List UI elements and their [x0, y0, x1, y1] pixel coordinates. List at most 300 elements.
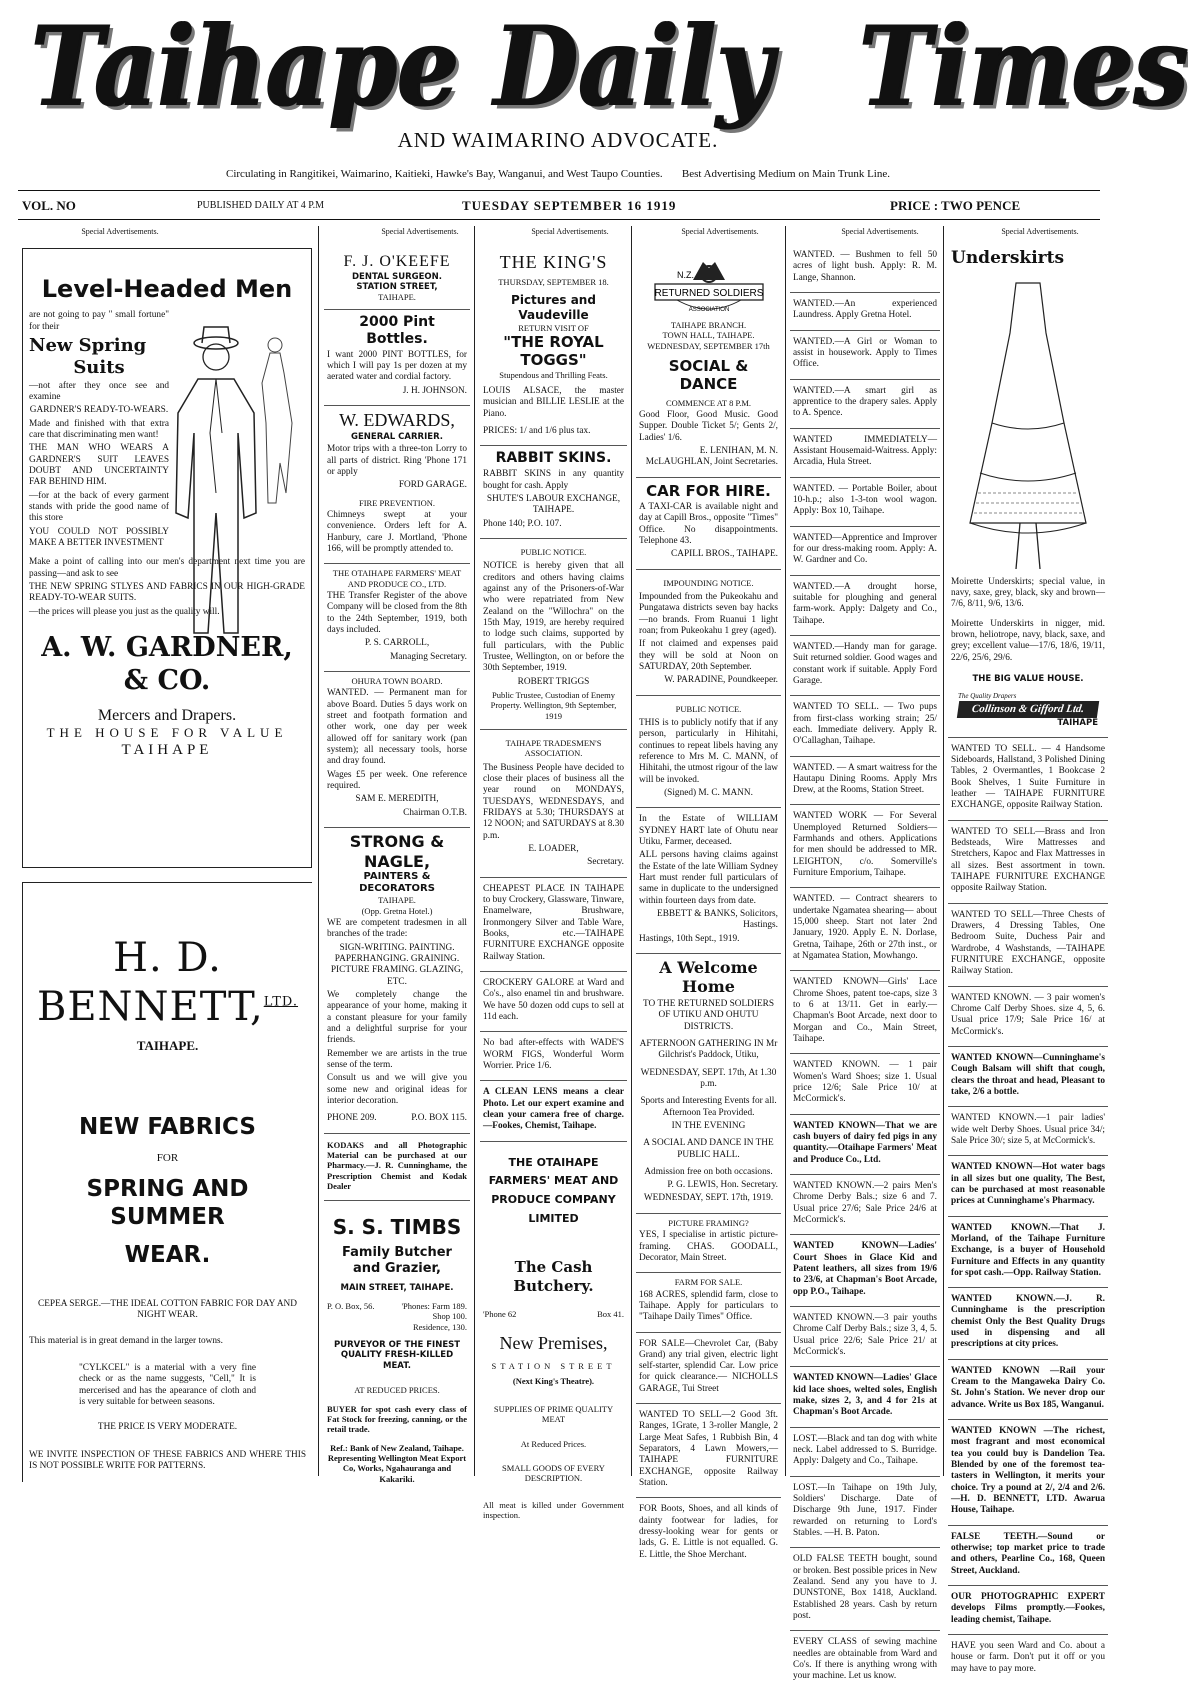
man-in-suit-illustration: [158, 313, 303, 633]
classified-text: WANTED KNOWN. — 3 pair women's Chrome Calf Derby Shoes. size 4, 5, 6. Usual price 17/9; Sale Price 16/ at McCormick's.: [951, 992, 1105, 1037]
advert-signature: Secretary.: [587, 857, 624, 868]
advert-signature: Managing Secretary.: [390, 651, 467, 662]
advert-date: Hastings, 10th Sept., 1919.: [639, 933, 740, 944]
gardner-line: Made and finished with that extra care that discriminating men want!: [29, 418, 169, 441]
gardner-advert: [22, 248, 312, 868]
logo-text: TAIHAPE: [1057, 718, 1098, 729]
column-5: [790, 244, 940, 1682]
advert-farm-for-sale: [636, 1273, 781, 1332]
phone-numbers: 'Phones: Farm 189. Shop 100. Residence, 130.: [401, 1300, 467, 1332]
column-2: [324, 248, 470, 1484]
gardner-line: GARDNER'S READY-TO-WEARS.: [29, 405, 169, 416]
advert-line: GENERAL CARRIER.: [350, 432, 443, 443]
advert-text: Motor trips with a three-ton Lorry to all parts of district. Ring 'Phone 171 or apply: [327, 444, 467, 478]
classified-item: [948, 738, 1108, 821]
classified-item: [790, 805, 940, 888]
advert-heading: IMPOUNDING NOTICE.: [663, 577, 754, 588]
classified-item: [948, 821, 1108, 904]
classified-item: [790, 527, 940, 576]
classified-text: WANTED KNOWN.—That J. Morland, of the Taihape Furniture Exchange, is a buyer of Household Furniture and Effects in any quantity for spot cash.—Opp. Railway Station.: [951, 1222, 1105, 1278]
advert-heading: FARM FOR SALE.: [674, 1277, 743, 1288]
advert-text: Impounded from the Pukeokahu and Pungatawa districts seven bay hacks—no brands. From Ruanui 1 light roan; from Pukeokahu 1 grey (aged).: [639, 591, 778, 636]
advert-line: (Next King's Theatre).: [512, 1375, 595, 1386]
bennett-text: "CYLKCEL" is a material with a very fine check or as the name suggests, "Cell," It is mercerised and has the apearance of cloth and is very suitable for between seasons.: [79, 1363, 256, 1408]
advert-line: PURVEYOR OF THE FINEST QUALITY FRESH-KILLED MEAT.: [333, 1340, 461, 1371]
published-note: PUBLISHED DAILY AT 4 P.M: [197, 200, 325, 211]
advert-line: COMMENCE AT 8 P.M.: [665, 397, 752, 408]
classified-text: WANTED KNOWN—That we are cash buyers of dairy fed pigs in any quantity.—Otaihape Farmers' Meat and Produce Co., Ltd.: [793, 1120, 937, 1165]
advert-text: CHEAPEST PLACE IN TAIHAPE to buy Crockery, Glassware, Tinware, Enamelware, Brushware, Ironmongery Silver and Table Ware, Books, etc.—TAIHAPE FURNITURE EXCHANGE opposite Railway Station.: [483, 883, 624, 962]
classified-text: WANTED.—Handy man for garage. Suit returned soldier. Good wages and constant work if suitable. Apply Ford Garage.: [793, 641, 937, 686]
po-box: P.O. BOX 115.: [411, 1113, 467, 1124]
advert-strong-nagle: [324, 828, 470, 1134]
classified-item: [790, 1548, 940, 1631]
classified-item: [948, 1156, 1108, 1216]
classified-item: [790, 971, 940, 1054]
bennett-name-text: H. D. BENNETT,: [36, 935, 264, 1030]
advert-text: NOTICE is hereby given that all creditors and others having claims against any of the Prisoners-of-War who were repatriated from New Zealand on the "Willochra" on the 15th May, 1919, are hereby required to lodge such claims, supported by full particulars, with the Public Trustee, Wellington, on or before the 30th September, 1919.: [483, 561, 624, 674]
rsa-badge-text: RETURNED SOLDIERS: [654, 288, 763, 299]
advert-contact: Phone 140; P.O. 107.: [483, 518, 562, 529]
advert-line: PAINTERS & DECORATORS: [359, 871, 435, 895]
advert-clean-lens: [480, 1081, 627, 1141]
underskirt-illustration: [968, 273, 1088, 573]
advert-line: STATION STREET,: [356, 281, 438, 292]
advert-line: DENTAL SURGEON.: [352, 271, 442, 282]
advert-chevrolet: [636, 1333, 781, 1405]
classified-item: [790, 1307, 940, 1367]
advert-heading: RABBIT SKINS.: [495, 450, 612, 467]
advertising-text: Best Advertising Medium on Main Trunk Line.: [681, 168, 890, 180]
classified-text: WANTED. — Bushmen to fell 50 acres of light bush. Apply: R. M. Lange, Shannon.: [793, 250, 937, 283]
column-3: [480, 248, 627, 1521]
classified-item: [948, 1635, 1108, 1683]
masthead-word-2: Daily: [493, 1, 773, 132]
logo-text: Collinson & Gifford Ltd.: [957, 701, 1099, 718]
rsa-badge-icon: [649, 256, 769, 316]
classified-text: WANTED KNOWN—Hot water bags in all sizes but one quality, The Best, can be purchased at most reasonable prices at Cunninghame's Pharmacy.: [951, 1162, 1105, 1207]
advert-returned-soldiers: [636, 248, 781, 478]
classified-text: WANTED. — A smart waitress for the Hautapu Dining Rooms. Apply Mrs Drew, at the Rooms, Station Street.: [793, 762, 937, 796]
special-heading-4: Special Advertisements.: [681, 227, 759, 236]
masthead: [8, 0, 1188, 180]
advert-text: THIS is to publicly notify that if any person, particularly in Hihitahi, continues to repeat libels having any reference to Mrs M. C. MANN, of Hihitahi, the utmost rigour of the law will be invoked.: [639, 717, 778, 785]
bennett-for: FOR: [156, 1151, 179, 1164]
advert-signature: (Signed) M. C. MANN.: [664, 787, 753, 798]
classified-item: [790, 478, 940, 527]
classified-item: [790, 1175, 940, 1235]
gardner-tagline-1: Mercers and Drapers.: [97, 706, 237, 724]
column-1: [22, 248, 312, 1473]
advert-text: FOR SALE—Chevrolet Car, (Baby Grand) any trial given, electric light self-starter, splendid Car. Low price for quick clearance.— NICHOLLS GARAGE, Tui Street: [639, 1338, 778, 1394]
advert-text: No bad after-effects with WADE'S WORM FIGS, Wonderful Worm Worrier. Price 1/6.: [483, 1038, 624, 1071]
gardner-heading-new-spring: New Spring: [29, 334, 147, 356]
advert-line: Stupendous and Thrilling Feats.: [499, 369, 608, 380]
gardner-line: YOU COULD NOT POSSIBLY MAKE A BETTER INVESTMENT: [29, 526, 169, 549]
advert-kings: [480, 248, 627, 446]
bennett-heading-spring: SPRING AND SUMMER: [86, 1175, 249, 1230]
advert-text: THE Transfer Register of the above Company will be closed from the 8th to the 24th September, 1919, both days included.: [327, 591, 467, 636]
classified-text: WANTED TO SELL—Brass and Iron Bedsteads, Wire Mattresses and Stretchers, Kapoc and Flax Mattresses in all sizes. Best assortment in town. TAIHAPE FURNITURE EXCHANGE opposite Railway Station.: [951, 826, 1105, 894]
advert-text: TO THE RETURNED SOLDIERS OF UTIKU AND OHUTU DISTRICTS.: [642, 998, 775, 1032]
classified-text: WANTED KNOWN.—2 pairs Men's Chrome Derby Bals.; size 6 and 7. Usual price 27/6; Sale Price 24/6 at McCormick's.: [793, 1181, 937, 1225]
advert-text: WANTED TO SELL—2 Good 3ft. Ranges, 1Grate, 1 3-roller Mangle, 2 Large Meat Safes, 1 Rubbish Bin, 4 Separators, 4 Lawn Mowers,—TAIHAPE FURNITURE EXCHANGE, opposite Railway Station.: [639, 1410, 778, 1489]
special-heading-2: Special Advertisements.: [381, 227, 459, 236]
advert-heading: 2000 Pint Bottles.: [359, 313, 435, 347]
classified-text: WANTED KNOWN —Rail your Cream to the Mangaweka Dairy Co. St. John's Station. We never drop our advance. Write us Box 185, Wanganui.: [951, 1365, 1105, 1410]
advert-rabbit-skins: [480, 446, 627, 539]
advert-contact: [327, 1113, 467, 1124]
advert-worm-figs: [480, 1032, 627, 1081]
advert-edwards: [324, 406, 470, 564]
bennett-ltd: LTD.: [263, 994, 299, 1010]
advert-text: Moirette Underskirts; special value, in navy, saxe, grey, black, sky and brown—7/6, 8/11, 9/6, 13/6.: [951, 576, 1105, 610]
bennett-heading-new-fabrics: NEW FABRICS: [79, 1114, 256, 1141]
advert-text: WEDNESDAY, SEPT. 17th, At 1.30 p.m.: [640, 1067, 777, 1089]
rule-bottom: [18, 219, 1100, 220]
advert-estate-hart: [636, 808, 781, 954]
classified-text: OUR PHOTOGRAPHIC EXPERT develops Films promptly.—Fookes, leading chemist, Taihape.: [951, 1592, 1105, 1625]
classified-text: WANTED—Apprentice and Improver for our dress-making room. Apply: A. W. Gardner and Co.: [793, 532, 937, 566]
advert-text: YES, I specialise in artistic picture-framing. CHAS. GOODALL, Decorator, Main Street.: [639, 1230, 778, 1263]
classified-text: WANTED KNOWN—Cunninghame's Cough Balsam will shift that cough, clears the throat and head, Pleasant to take, 2/6 a bottle.: [951, 1052, 1105, 1097]
column-rule: [785, 226, 786, 1476]
advert-welcome-home: [636, 954, 781, 1214]
column-rule: [631, 226, 632, 1476]
advert-text: If not claimed and expenses paid they will be sold at Noon on SATURDAY, 20th September.: [639, 639, 778, 672]
special-heading-3: Special Advertisements.: [531, 227, 609, 236]
classified-item: [790, 1054, 940, 1114]
advert-car-for-hire: [636, 478, 781, 570]
advert-text: WANTED. — Permanent man for above Board. Duties 5 days work on street and footpath formation and other work, one day per week allowed off for sanitary work (pan system); all necessary tools, horse and dray found.: [327, 688, 467, 767]
advert-heading: THE OTAIHAPE FARMERS' MEAT AND PRODUCE CO., LTD.: [332, 568, 462, 589]
advert-cash-butchery: [480, 1142, 627, 1529]
advert-text: SIGN-WRITING. PAINTING. PAPERHANGING. GRAINING. PICTURE FRAMING. GLAZING, ETC.: [330, 942, 464, 987]
classified-item: [790, 1428, 940, 1477]
advert-text: I want 2000 PINT BOTTLES, for which I will pay 1s per dozen at my aerated water and cordial factory.: [327, 349, 467, 383]
advert-subheading: The Cash Butchery.: [513, 1258, 594, 1295]
advert-text: A SOCIAL AND DANCE IN THE PUBLIC HALL.: [643, 1138, 774, 1160]
advert-text: IN THE EVENING: [671, 1120, 746, 1131]
advert-line: At Reduced Prices.: [520, 1438, 587, 1449]
advert-line: AT REDUCED PRICES.: [354, 1385, 440, 1396]
advert-okeefe: [324, 248, 470, 310]
advert-line: THURSDAY, SEPTEMBER 18.: [498, 276, 609, 287]
classified-item: [948, 987, 1108, 1047]
advert-line: THE BIG VALUE HOUSE.: [972, 674, 1084, 685]
advert-impounding: [636, 570, 781, 696]
advert-tradesmen: [480, 730, 627, 878]
classified-item: [948, 1586, 1108, 1635]
advert-boots-shoes: [636, 1498, 781, 1569]
classified-text: FALSE TEETH.—Sound or otherwise; top market price to trade and others, Pearline Co., 168, Queen Street, Auckland.: [951, 1531, 1105, 1576]
classified-text: WANTED KNOWN.—3 pair youths Chrome Calf Derby Bals.; size 3, 4, 5. Usual price 22/6; Sale Price 21/ at McCormick's.: [793, 1312, 937, 1357]
advert-signature: E. LENIHAN, M. N. McLAUGHLAN, Joint Secretaries.: [645, 446, 778, 468]
classified-text: OLD FALSE TEETH bought, sound or broken. Best possible prices in New Zealand. Send any you have to J. DUNSTONE, Box 1418, Auckland. Established 28 years. Cash by return post.: [793, 1554, 937, 1621]
rsa-badge-nz: N.Z.: [676, 270, 694, 280]
gardner-line: Make a point of calling into our men's department next time you are passing—and ask to see: [29, 557, 305, 579]
classified-text: WANTED.—A Girl or Woman to assist in housework. Apply to Times Office.: [793, 336, 937, 370]
classified-text: WANTED. — Contract shearers to undertake Ngamatea shearing— about 15,000 sheep. Start not later 2nd January, 1920. Apply E. N. Dorlase, Gretna, Taihape, 26th or 27th inst., or at Ngamatea Station, Mowhango.: [793, 894, 937, 962]
classified-text: WANTED. — Portable Boiler, about 10-h.p.; also 1-3-ton wool wagon. Apply: Box 10, Taihape.: [793, 483, 937, 517]
classified-item: [790, 757, 940, 806]
advert-ranges: [636, 1404, 781, 1498]
gardner-tagline-3: TAIHAPE: [121, 742, 213, 759]
advert-heading: SOCIAL & DANCE: [668, 357, 749, 394]
advert-picture-framing: [636, 1214, 781, 1273]
advert-text: A CLEAN LENS means a clear Photo. Let our expert examine and clean your camera free of charge.—Fookes, Chemist, Taihape.: [483, 1087, 624, 1132]
advert-heading: STRONG & NAGLE,: [349, 832, 445, 871]
advert-signature: EBBETT & BANKS, Solicitors, Hastings.: [657, 908, 778, 931]
logo-text: The Quality Drapers: [958, 692, 1017, 701]
classified-item: [790, 696, 940, 756]
masthead-subtitle: AND WAIMARINO ADVOCATE.: [397, 128, 719, 152]
advert-kodaks: [324, 1134, 470, 1201]
advert-text: In the Estate of WILLIAM SYDNEY HART late of Ohutu near Utiku, Farmer, deceased.: [639, 814, 778, 847]
advert-signature: P. S. CARROLL,: [364, 638, 430, 649]
gardner-line: —not after they once see and examine: [29, 380, 169, 403]
advert-text: Consult us and we will give you some new and original ideas for interior decoration.: [327, 1073, 467, 1107]
advert-signature: CAPILL BROS., TAIHAPE.: [671, 549, 778, 560]
advert-text: WE are competent tradesmen in all branches of the trade:: [327, 918, 467, 940]
advert-cheapest-place: [480, 878, 627, 972]
classified-item: [790, 1235, 940, 1307]
advert-heading: CAR FOR HIRE.: [646, 481, 771, 500]
dateline: [22, 198, 1102, 216]
bennett-heading-wear: WEAR.: [124, 1242, 211, 1268]
advert-heading: TAIHAPE TRADESMEN'S ASSOCIATION.: [505, 737, 602, 759]
advert-line: SMALL GOODS OF EVERY DESCRIPTION.: [502, 1462, 605, 1484]
advert-signature: E. LOADER,: [528, 843, 579, 854]
advert-text: FOR Boots, Shoes, and all kinds of dainty footwear for ladies, for dressy-looking wear for gents or lads, G. E. Little is not equalled. G. E. Little, the Shoe Merchant.: [639, 1504, 778, 1560]
classified-item: [790, 888, 940, 971]
advert-heading: A Welcome Home: [659, 957, 758, 997]
classified-text: WANTED KNOWN—Girls' Lace Chrome Shoes, patent toe-caps, size 3 to 6 at 13/11. Get in early.— Chapman's Boot Arcade, next door to Morgan and Co., Main Street, Taihape.: [793, 977, 937, 1045]
rsa-badge-association: ASSOCIATION: [688, 307, 729, 313]
bennett-advert: [22, 882, 312, 1482]
advert-text: Ref.: Bank of New Zealand, Taihape. Representing Wellington Meat Export Co, Works, Ngahauranga and Kakariki.: [327, 1442, 467, 1484]
advert-text: AFTERNOON GATHERING IN Mr Gilchrist's Paddock, Utiku,: [639, 1038, 778, 1061]
advert-line: TAIHAPE.: [378, 292, 416, 303]
advert-line: STATION STREET: [491, 1361, 616, 1372]
column-rule: [318, 226, 319, 1476]
classified-text: WANTED TO SELL—Three Chests of Drawers, 4 Dressing Tables, One Bedroom Suite, Duchess Pair and Wardrobe, 4 Washstands, —TAIHAPE FURNITURE EXCHANGE, opposite Railway Station.: [951, 909, 1105, 977]
classified-item: [790, 429, 940, 478]
gardner-line: THE NEW SPRING STLYES AND FABRICS IN OUR HIGH-GRADE READY-TO-WEAR SUITS.: [29, 582, 305, 604]
classified-text: WANTED KNOWN—Ladies' Court Shoes in Glace Kid and Patent leathers, all sizes from 19/6 to 23/6, at Chapman's Boot Arcade, opp P.O., Taihape.: [793, 1241, 937, 1297]
advert-line: TOWN HALL, TAIHAPE.: [662, 330, 755, 341]
classified-text: WANTED KNOWN—Ladies' Glace kid lace shoes, welted soles, English make, sizes 2, 3, and 4 for 21s at Chapman's Boot Arcade.: [793, 1373, 937, 1418]
classified-item: [790, 244, 940, 293]
phone-number: 'Phone 62: [483, 1308, 517, 1319]
advert-signature: SAM E. MEREDITH,: [355, 794, 439, 805]
price: PRICE : TWO PENCE: [890, 198, 1021, 213]
circulation-text: Circulating in Rangitikei, Waimarino, Kaitieki, Hawke's Bay, Wanganui, and West Taupo Counties.: [226, 168, 663, 180]
classified-item: [790, 1631, 940, 1690]
advert-heading: "THE ROYAL TOGGS": [503, 332, 604, 370]
gardner-line: —for at the back of every garment stands with pride the good name of this store: [29, 490, 169, 524]
advert-text: BUYER for spot cash every class of Fat Stock for freezing, canning, or the retail trade.: [327, 1403, 467, 1435]
classified-item: [948, 1047, 1108, 1107]
classified-item: [948, 1288, 1108, 1360]
gardner-tagline-2: THE HOUSE FOR VALUE: [46, 725, 288, 741]
advert-heading: Underskirts: [951, 248, 1065, 268]
classified-item: [948, 1420, 1108, 1526]
advert-text: Remember we are artists in the true sense of the term.: [327, 1048, 467, 1071]
classified-text: WANTED KNOWN. — 1 pair Women's Ward Shoes; size 1. Usual price 12/6; Sale Price 10/ at McCormick's.: [793, 1060, 937, 1105]
bennett-text: This material is in great demand in the larger towns.: [29, 1335, 223, 1346]
advert-line: TAIHAPE.: [378, 895, 416, 906]
advert-contact: [483, 1309, 624, 1319]
bennett-text: THE PRICE IS VERY MODERATE.: [97, 1422, 238, 1433]
column-4: [636, 248, 781, 1560]
advert-signature: Chairman O.T.B.: [403, 807, 467, 818]
advert-line: TAIHAPE BRANCH.: [670, 320, 747, 330]
classified-item: [790, 331, 940, 380]
classified-text: WANTED.—A drought horse, suitable for ploughing and general farm-work. Apply: Dalgety and Co., Taihape.: [793, 581, 937, 626]
classified-text: WANTED IMMEDIATELY— Assistant Housemaid-Waitress. Apply: Arcadia, Hula Street.: [793, 434, 937, 468]
advert-heading: THE OTAIHAPE FARMERS' MEAT AND PRODUCE COMPANY LIMITED: [488, 1155, 619, 1225]
advert-heading: New Premises,: [499, 1333, 608, 1354]
classified-item: [790, 636, 940, 696]
advert-text: LOUIS ALSACE, the master musician and BILLIE LESLIE at the Piano.: [483, 385, 624, 419]
classified-item: [790, 576, 940, 636]
advert-heading: PUBLIC NOTICE.: [675, 703, 742, 714]
classified-text: WANTED TO SELL. — 4 Handsome Sideboards, Hallstand, 3 Polished Dining Tables, 2 Overmantles, 1 Bookcase 2 Book Shelves, 1 Suite Furniture in leather — TAIHAPE FURNITURE EXCHANGE, opposite Railway Station.: [951, 743, 1105, 811]
advert-heading: F. J. O'KEEFE: [343, 253, 451, 270]
advert-signature: Public Trustee, Custodian of Enemy Property. Wellington, 9th September, 1919: [490, 689, 617, 721]
advert-public-notice-mann: [636, 696, 781, 809]
classified-item: [790, 1115, 940, 1175]
advert-line: MAIN STREET, TAIHAPE.: [340, 1282, 454, 1293]
advert-heading: PUBLIC NOTICE.: [520, 546, 587, 557]
advert-text: We completely change the appearance of your home, making it a constant pleasure for your family and a delightful surprise for your friends.: [327, 990, 467, 1046]
advert-signature: FORD GARAGE.: [398, 480, 467, 491]
gardner-text-block: [29, 310, 169, 549]
classified-item: [790, 293, 940, 331]
classified-text: LOST.—Black and tan dog with white neck. Label addressed to S. Burridge. Apply: Dalgety and Co., Taihape.: [793, 1433, 937, 1467]
advert-text: CROCKERY GALORE at Ward and Co's., also enamel tin and brushware. We have 50 dozen odd cups to sell at 11d each.: [483, 977, 624, 1022]
collinson-gifford-logo: [958, 692, 1098, 728]
bennett-text: WE INVITE INSPECTION OF THESE FABRICS AND WHERE THIS IS NOT POSSIBLE WRITE FOR PATTERNS.: [29, 1449, 306, 1471]
advert-heading: THE KING'S: [499, 252, 608, 272]
advert-public-notice: [480, 539, 627, 730]
advert-text: Wages £5 per week. One reference required.: [327, 769, 467, 792]
advert-text: PRICES: 1/ and 1/6 plus tax.: [483, 425, 591, 436]
classified-text: WANTED KNOWN.—J. R. Cunninghame is the prescription chemist Only the Best Quality Drugs used in dispensing and all prescriptions at city prices.: [951, 1294, 1105, 1350]
advert-signature: J. H. JOHNSON.: [402, 385, 467, 396]
advert-ohura: [324, 672, 470, 828]
classified-text: WANTED.—An experienced Laundress. Apply Gretna Hotel.: [793, 298, 937, 321]
classified-item: [790, 1477, 940, 1549]
gardner-line: are not going to pay " small fortune" for their: [29, 310, 169, 332]
advert-date: WEDNESDAY, SEPT. 17th, 1919.: [643, 1193, 774, 1204]
bennett-town: TAIHAPE.: [136, 1037, 199, 1053]
gardner-heading-suits: Suits: [73, 356, 125, 378]
advert-underskirts: [948, 244, 1108, 738]
classified-text: LOST.—In Taihape on 19th July, Soldiers' Discharge. Date of Discharge 9th June, 1917. Finder rewarded on returning to Lord's Stables. —H. B. Paton.: [793, 1482, 937, 1538]
circulation-line: [8, 168, 1108, 181]
advert-text: KODAKS and all Photographic Material can be purchased at our Pharmacy.—J. R. Cunninghame, the Prescription Chemist and Kodak Dealer: [327, 1139, 467, 1192]
gardner-headline: Level-Headed Men: [41, 275, 293, 303]
column-rule: [474, 226, 475, 1476]
issue-date: TUESDAY SEPTEMBER 16 1919: [462, 198, 677, 213]
advert-text: The Business People have decided to close their places of business all the year round on MONDAYS, TUESDAYS, WEDNESDAYS, and FRIDAYS at 5.30; THURSDAYS at 12 NOON; and SATURDAYS at 8.30 p.m.: [483, 762, 624, 841]
classified-item: [948, 1107, 1108, 1156]
special-heading-5: Special Advertisements.: [841, 227, 919, 236]
classified-text: WANTED WORK — For Several Unemployed Returned Soldiers— Farmhands and others. Applications for men should be addressed to MR. LEIGHTON, c/o. Somerville's Furniture Emporium, Taihape.: [793, 811, 937, 879]
advert-text: Good Floor, Good Music. Good Supper. Double Ticket 5/; Gents 2/, Ladies' 1/6.: [639, 410, 778, 443]
advert-crockery: [480, 972, 627, 1032]
classified-item: [948, 1217, 1108, 1289]
bennett-name: [29, 934, 306, 1032]
advert-heading: W. EDWARDS,: [339, 410, 455, 431]
classified-item: [790, 380, 940, 429]
masthead-word-3: Times: [858, 1, 1188, 132]
advert-heading: FIRE PREVENTION.: [358, 497, 436, 508]
advert-heading: PICTURE FRAMING?: [668, 1217, 749, 1228]
classified-text: WANTED KNOWN.—1 pair ladies' wide welt Derby Shoes. Usual price 34/; Sale Price 30/; size 5, at McCormick's.: [951, 1113, 1105, 1146]
advert-line: WEDNESDAY, SEPTEMBER 17th: [647, 340, 770, 351]
advert-text: Moirette Underskirts in nigger, mid. brown, heliotrope, navy, black, saxe, and grey; excellent value—17/6, 18/6, 19/11, 22/6, 25/6, 29/6.: [951, 618, 1105, 663]
volume: VOL. NO: [22, 198, 76, 213]
rule-top: [18, 190, 1100, 191]
advert-subheading: Family Butcher and Grazier,: [342, 1244, 452, 1276]
gardner-line: THE MAN WHO WEARS A GARDNER'S SUIT LEAVES DOUBT AND UNCERTAINTY FAR BEHIND HIM.: [29, 443, 169, 488]
gardner-company-name: A. W. GARDNER, & CO.: [41, 632, 293, 696]
column-rule: [943, 226, 944, 1476]
classified-text: WANTED KNOWN —The richest, most fragrant and most economical tea you could buy is Dandelion Tea. Blended by one of the foremost tea-tasters in Wellington, it merits your choice. Try a pound at 2/, 2/4 and 2/6.—H. D. BENNETT, LTD. Awarua House, Taihape.: [951, 1426, 1105, 1516]
bennett-text: CEPEA SERGE.—THE IDEAL COTTON FABRIC FOR DAY AND NIGHT WEAR.: [38, 1299, 297, 1321]
classified-text: EVERY CLASS of sewing machine needles are obtainable from Ward and Co's. If there is anything wrong with your machine. Let us know.: [793, 1637, 937, 1682]
advert-text: Chimneys swept at your convenience. Orders left for A. Hanbury, care J. Mortland, 'Phone 166, will be promptly attended to.: [327, 510, 467, 555]
advert-text: Admission free on both occasions.: [644, 1166, 773, 1177]
advert-timbs: [324, 1201, 470, 1493]
advert-line: SUPPLIES OF PRIME QUALITY MEAT: [493, 1403, 614, 1425]
classified-item: [948, 904, 1108, 987]
advert-pint-bottles: [324, 310, 470, 406]
advert-text: A TAXI-CAR is available night and day at Capill Bros., opposite "Times" Office. No disappointments. Telephone 43.: [639, 501, 778, 546]
advert-signature: P. G. LEWIS, Hon. Secretary.: [667, 1180, 778, 1191]
special-heading-1: Special Advertisements.: [81, 227, 159, 236]
advert-subheading: Pictures and Vaudeville: [511, 293, 596, 322]
po-box: P. O. Box, 56.: [327, 1300, 375, 1311]
gardner-line: —the prices will please you just as the quality will.: [29, 606, 220, 617]
advert-text: RABBIT SKINS in any quantity bought for cash. Apply: [483, 469, 624, 491]
masthead-word-1: Taihape: [30, 1, 459, 132]
advert-text: 168 ACRES, splendid farm, close to Taihape. Apply for particulars to "Taihape Daily Times" Office.: [639, 1289, 778, 1323]
classified-item: [790, 1367, 940, 1427]
advert-heading: S. S. TIMBS: [332, 1214, 462, 1239]
advert-heading: OHURA TOWN BOARD.: [351, 676, 443, 687]
po-box: Box 41.: [597, 1308, 624, 1319]
column-6: [948, 244, 1108, 1674]
phone-number: PHONE 209.: [327, 1113, 377, 1124]
advert-line: (Opp. Gretna Hotel.): [361, 905, 433, 916]
classified-item: [948, 1526, 1108, 1586]
classified-text: HAVE you seen Ward and Co. about a house or farm. Don't put it off or you may have to pay more.: [951, 1641, 1105, 1674]
advert-contact: [327, 1301, 467, 1332]
advert-otaihape-meat: [324, 564, 470, 672]
classified-text: WANTED.—A smart girl as apprentice to the drapery sales. Apply to A. Spence.: [793, 385, 937, 419]
advert-signature: W. PARADINE, Poundkeeper.: [664, 675, 778, 686]
advert-text: All meat is killed under Government inspection.: [483, 1499, 624, 1521]
advert-text: Sports and Interesting Events for all. Afternoon Tea Provided.: [640, 1096, 777, 1118]
advert-text: ALL persons having claims against the Estate of the late William Sydney Hart must render full particulars of same in duplicate to the undersigned within fourteen days from date.: [639, 850, 778, 906]
classified-text: WANTED TO SELL. — Two pups from first-class working strain; 25/ each. Immediate delivery. Apply R. O'Callaghan, Taihape.: [793, 702, 937, 747]
special-heading-6: Special Advertisements.: [1001, 227, 1079, 236]
advert-line: RETURN VISIT OF: [518, 322, 589, 333]
